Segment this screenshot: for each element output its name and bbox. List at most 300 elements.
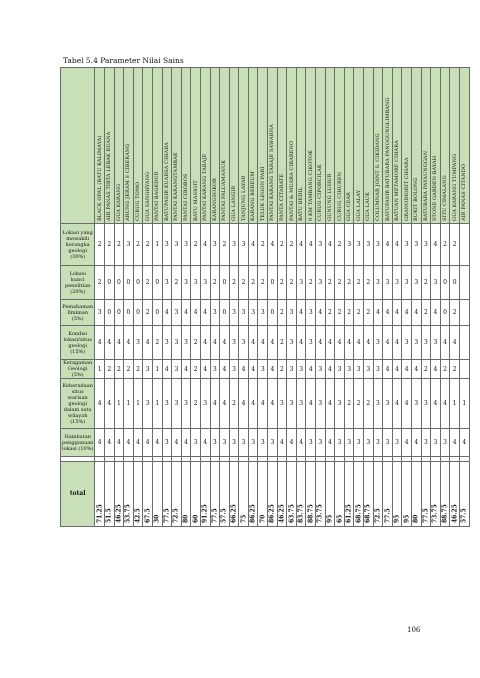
page-number: 106 <box>407 626 421 634</box>
score-cell: 3 <box>316 224 326 266</box>
score-cell: 4 <box>268 360 278 379</box>
site-header-cell <box>459 68 469 224</box>
total-cell <box>152 462 162 527</box>
score-cell: 3 <box>277 379 287 429</box>
total-cell <box>248 462 258 527</box>
site-header-cell <box>124 68 134 224</box>
score-cell: 3 <box>373 360 383 379</box>
score-cell: 3 <box>383 266 393 300</box>
score-cell: 4 <box>344 326 354 360</box>
score-cell: 3 <box>133 326 143 360</box>
score-cell: 3 <box>210 300 220 326</box>
site-header-cell <box>450 68 460 224</box>
score-cell: 3 <box>239 300 249 326</box>
site-header-cell <box>344 68 354 224</box>
site-header-cell <box>411 68 421 224</box>
score-cell: 2 <box>114 224 124 266</box>
score-cell: 3 <box>239 326 249 360</box>
score-cell: 3 <box>421 379 431 429</box>
site-name: TELUK LEGON PARI <box>259 166 266 221</box>
site-name: BATUPASIR KUARSA CIHARA <box>163 142 170 221</box>
score-cell: 2 <box>364 300 374 326</box>
score-cell: 2 <box>421 266 431 300</box>
score-cell: 2 <box>220 224 230 266</box>
total-cell <box>373 462 383 527</box>
score-cell: 3 <box>248 429 258 457</box>
site-name: GUA SANGHYANG <box>144 171 151 221</box>
parameter-label: Lokasi yang mewakili kerangka geologi (30%) <box>61 224 95 266</box>
total-cell <box>335 462 345 527</box>
score-cell: 4 <box>210 379 220 429</box>
total-value: 70 <box>259 514 267 523</box>
total-value: 68.75 <box>355 504 363 523</box>
score-cell: 2 <box>450 224 460 266</box>
total-value: 83.75 <box>297 504 305 523</box>
score-cell: 2 <box>114 360 124 379</box>
score-cell: 4 <box>431 360 441 379</box>
score-cell: 4 <box>124 429 134 457</box>
score-cell: 2 <box>143 266 153 300</box>
score-cell: 3 <box>181 266 191 300</box>
total-value: 57.5 <box>220 508 228 523</box>
score-cell <box>459 360 469 379</box>
total-value: 77.5 <box>384 508 391 523</box>
score-cell: 2 <box>421 300 431 326</box>
site-name: BUKIT BOLONG <box>413 177 420 221</box>
score-cell: 3 <box>402 326 412 360</box>
total-cell <box>383 462 393 527</box>
total-value: 63.75 <box>288 504 296 523</box>
score-cell: 0 <box>133 300 143 326</box>
score-cell: 3 <box>191 266 201 300</box>
score-cell: 3 <box>200 266 210 300</box>
score-cell: 4 <box>411 300 421 326</box>
score-cell: 2 <box>325 300 335 326</box>
score-cell: 4 <box>258 326 268 360</box>
score-cell: 4 <box>268 224 278 266</box>
score-cell: 3 <box>229 224 239 266</box>
parameter-label: Pemahaman Ilmiman (5%) <box>61 300 95 326</box>
score-cell: 2 <box>344 379 354 429</box>
science-parameter-table <box>60 67 470 527</box>
score-cell: 4 <box>296 326 306 360</box>
score-cell: 4 <box>248 379 258 429</box>
total-value: 95 <box>393 514 401 523</box>
site-name: PANTAI KARANGTAMBAK <box>173 152 180 221</box>
site-header-cell <box>220 68 230 224</box>
score-cell: 2 <box>152 326 162 360</box>
site-name: GUA KARANG TUMPANG <box>451 153 458 221</box>
total-cell <box>162 462 172 527</box>
score-cell: 2 <box>335 300 345 326</box>
score-cell: 3 <box>200 379 210 429</box>
score-cell: 3 <box>373 429 383 457</box>
score-cell: 3 <box>296 379 306 429</box>
site-name: GUA KARANG <box>115 183 122 221</box>
score-cell: 4 <box>200 360 210 379</box>
score-cell: 2 <box>133 224 143 266</box>
score-cell: 3 <box>287 300 297 326</box>
total-cell <box>392 462 402 527</box>
score-cell: 3 <box>287 379 297 429</box>
score-cell: 3 <box>220 429 230 457</box>
score-cell: 2 <box>344 266 354 300</box>
score-cell: 3 <box>421 326 431 360</box>
score-cell: 3 <box>431 429 441 457</box>
score-cell: 3 <box>296 266 306 300</box>
score-cell: 2 <box>450 360 460 379</box>
site-header-cell <box>248 68 258 224</box>
score-cell: 4 <box>296 429 306 457</box>
score-cell: 2 <box>325 266 335 300</box>
total-value: 71.25 <box>96 504 104 523</box>
site-header-cell <box>287 68 297 224</box>
score-cell: 0 <box>152 300 162 326</box>
score-cell: 1 <box>152 379 162 429</box>
site-name: PANTAI KARANG TARAJE SAWARNA <box>269 124 276 221</box>
total-cell <box>354 462 364 527</box>
score-cell: 3 <box>162 224 172 266</box>
total-value: 80 <box>412 514 420 523</box>
score-cell: 0 <box>268 300 278 326</box>
site-name: CURUG TOMO <box>135 181 142 221</box>
score-cell: 4 <box>95 379 105 429</box>
site-header-cell <box>335 68 345 224</box>
site-name: GUA LANGIR <box>231 185 237 221</box>
score-cell: 4 <box>152 429 162 457</box>
total-value: 73.75 <box>431 504 439 523</box>
score-cell: 3 <box>421 429 431 457</box>
total-value: 42.5 <box>134 508 142 523</box>
score-cell: 4 <box>450 429 460 457</box>
parameter-row <box>61 360 470 379</box>
score-cell: 1 <box>152 360 162 379</box>
site-header-cell <box>268 68 278 224</box>
parameter-label: Hambatan penggunaan lokasi (10%) <box>61 429 95 457</box>
score-cell: 4 <box>402 429 412 457</box>
score-cell: 3 <box>411 224 421 266</box>
score-cell: 4 <box>124 326 134 360</box>
score-cell: 3 <box>248 300 258 326</box>
score-cell: 2 <box>440 360 450 379</box>
score-cell: 4 <box>402 360 412 379</box>
score-cell: 0 <box>450 266 460 300</box>
total-value: 46.25 <box>115 504 123 523</box>
total-value: 72.5 <box>172 508 180 523</box>
score-cell: 4 <box>258 379 268 429</box>
score-cell: 1 <box>459 379 469 429</box>
score-cell: 3 <box>373 266 383 300</box>
score-cell: 4 <box>114 326 124 360</box>
total-value: 30 <box>153 514 161 523</box>
score-cell: 3 <box>162 379 172 429</box>
total-cell <box>316 462 326 527</box>
site-header-cell <box>172 68 182 224</box>
score-cell: 4 <box>306 379 316 429</box>
site-name: BATU BEDIL <box>298 187 305 221</box>
score-cell: 4 <box>277 429 287 457</box>
total-value: 95 <box>403 514 411 523</box>
score-cell: 2 <box>335 224 345 266</box>
score-cell: 3 <box>335 379 345 429</box>
site-header-cell <box>421 68 431 224</box>
score-cell: 3 <box>373 224 383 266</box>
site-name: PANTAI & MUARA CIBARENO <box>288 140 295 221</box>
score-cell: 4 <box>402 300 412 326</box>
site-name: COLUMNAR JOINT S. CIKIDANG <box>374 133 381 221</box>
score-cell: 2 <box>143 300 153 326</box>
score-cell: 4 <box>440 326 450 360</box>
site-header-cell <box>104 68 114 224</box>
score-cell: 3 <box>392 429 402 457</box>
total-cell <box>277 462 287 527</box>
score-cell: 4 <box>181 360 191 379</box>
score-cell: 3 <box>354 360 364 379</box>
total-value: 91.25 <box>201 504 209 523</box>
score-cell <box>459 300 469 326</box>
score-cell: 2 <box>364 379 374 429</box>
site-name: KARANG BEREUM <box>250 171 257 221</box>
total-value: 51.5 <box>105 508 113 523</box>
score-cell: 3 <box>316 360 326 379</box>
site-name: TANJUNG LAYAR <box>240 175 247 221</box>
total-value: 46.25 <box>451 504 459 523</box>
total-cell <box>181 462 191 527</box>
total-value: 75 <box>240 514 248 523</box>
total-value: 77.5 <box>211 508 219 523</box>
score-cell: 3 <box>335 429 345 457</box>
score-cell: 1 <box>124 379 134 429</box>
score-cell: 4 <box>325 360 335 379</box>
score-cell: 3 <box>95 300 105 326</box>
score-cell: 2 <box>440 224 450 266</box>
total-value: 73.75 <box>316 504 324 523</box>
score-cell: 3 <box>143 360 153 379</box>
score-cell: 4 <box>248 360 258 379</box>
score-cell: 4 <box>268 326 278 360</box>
score-cell: 4 <box>200 326 210 360</box>
total-cell <box>431 462 441 527</box>
score-cell: 3 <box>344 360 354 379</box>
total-value: 77.5 <box>422 508 430 523</box>
total-cell <box>210 462 220 527</box>
score-cell: 0 <box>133 266 143 300</box>
score-cell: 4 <box>402 379 412 429</box>
score-cell: 2 <box>229 379 239 429</box>
score-cell: 3 <box>392 266 402 300</box>
score-cell: 2 <box>354 300 364 326</box>
score-cell: 4 <box>459 429 469 457</box>
site-header-cell <box>229 68 239 224</box>
score-cell: 4 <box>114 429 124 457</box>
score-cell: 1 <box>95 360 105 379</box>
score-cell: 3 <box>373 326 383 360</box>
score-cell: 0 <box>124 300 134 326</box>
score-cell: 3 <box>402 224 412 266</box>
score-cell: 4 <box>431 300 441 326</box>
site-header-cell <box>191 68 201 224</box>
total-cell <box>104 462 114 527</box>
score-cell: 2 <box>124 360 134 379</box>
score-cell: 2 <box>450 300 460 326</box>
total-cell <box>450 462 460 527</box>
score-cell: 3 <box>172 360 182 379</box>
score-cell: 3 <box>172 300 182 326</box>
total-value: 95 <box>326 514 334 523</box>
site-name: BLACK OPAL (BATU KALIMAYA) <box>96 135 103 221</box>
score-cell: 4 <box>95 326 105 360</box>
parameter-row <box>61 266 470 300</box>
score-cell: 0 <box>114 300 124 326</box>
site-name: GUA LAUK <box>365 192 372 221</box>
site-name: AIR PANAS TIRTA LEBAK BUANA <box>106 131 113 221</box>
score-cell: 3 <box>191 429 201 457</box>
total-cell <box>296 462 306 527</box>
score-cell: 3 <box>181 224 191 266</box>
score-cell: 0 <box>104 266 114 300</box>
score-cell: 1 <box>450 379 460 429</box>
score-cell: 4 <box>248 224 258 266</box>
score-cell: 4 <box>325 224 335 266</box>
score-cell: 2 <box>287 224 297 266</box>
site-name: SITU CIMALANG <box>442 175 449 221</box>
site-header-cell <box>152 68 162 224</box>
site-name: PANTA CITARATE <box>278 173 285 221</box>
score-cell: 4 <box>200 300 210 326</box>
score-cell: 4 <box>239 360 249 379</box>
score-cell: 3 <box>181 379 191 429</box>
score-cell: 3 <box>440 429 450 457</box>
score-cell: 3 <box>364 224 374 266</box>
total-cell <box>191 462 201 527</box>
score-cell: 4 <box>440 379 450 429</box>
score-cell: 4 <box>220 326 230 360</box>
total-value: 77.5 <box>163 508 171 523</box>
score-cell: 2 <box>277 224 287 266</box>
site-name: KARANGSOKOR <box>211 178 218 221</box>
score-cell: 2 <box>229 266 239 300</box>
score-cell: 4 <box>306 224 316 266</box>
parameter-row <box>61 429 470 457</box>
site-header-cell <box>114 68 124 224</box>
score-cell: 3 <box>143 379 153 429</box>
score-cell: 1 <box>114 379 124 429</box>
score-cell: 0 <box>114 266 124 300</box>
site-name: PANTAI PALUAMANUK <box>221 159 228 221</box>
score-cell: 4 <box>325 429 335 457</box>
score-cell: 2 <box>306 266 316 300</box>
score-cell: 2 <box>364 266 374 300</box>
score-cell: 3 <box>383 379 393 429</box>
parameter-row <box>61 300 470 326</box>
score-cell: 4 <box>133 429 143 457</box>
score-cell: 2 <box>95 224 105 266</box>
total-cell <box>133 462 143 527</box>
total-cell <box>172 462 182 527</box>
score-cell: 2 <box>277 326 287 360</box>
site-header-cell <box>200 68 210 224</box>
score-cell <box>459 326 469 360</box>
parameter-label: Kondisi lokasi/situs geologi (15%) <box>61 326 95 360</box>
score-cell: 3 <box>383 429 393 457</box>
total-value: 88.75 <box>441 504 449 523</box>
site-name: BATUPASIR BATUBARA PANGGUNGLIMBANG <box>384 97 391 221</box>
score-cell: 2 <box>191 224 201 266</box>
score-cell: 3 <box>239 429 249 457</box>
score-cell: 4 <box>316 326 326 360</box>
score-cell: 4 <box>143 429 153 457</box>
score-cell: 4 <box>392 300 402 326</box>
score-cell: 2 <box>133 360 143 379</box>
parameter-row <box>61 224 470 266</box>
score-cell: 4 <box>411 360 421 379</box>
site-header-cell <box>316 68 326 224</box>
score-cell: 2 <box>191 360 201 379</box>
site-header-cell <box>258 68 268 224</box>
site-name: BATU MASIGIT <box>192 180 199 221</box>
total-cell <box>344 462 354 527</box>
score-cell: 4 <box>354 326 364 360</box>
score-cell: 2 <box>277 300 287 326</box>
total-value: 80 <box>182 514 190 523</box>
score-cell: 3 <box>162 326 172 360</box>
score-cell: 3 <box>344 224 354 266</box>
site-header-cell <box>162 68 172 224</box>
score-cell: 2 <box>95 266 105 300</box>
score-cell: 1 <box>152 224 162 266</box>
score-cell: 3 <box>364 429 374 457</box>
site-header-cell <box>306 68 316 224</box>
site-name: PANTAI KARANG TARAJE <box>202 153 209 221</box>
total-cell <box>95 462 105 527</box>
score-cell: 4 <box>268 379 278 429</box>
total-cell <box>459 462 469 527</box>
score-cell: 3 <box>172 326 182 360</box>
score-cell: 0 <box>220 266 230 300</box>
score-cell: 3 <box>402 266 412 300</box>
score-cell: 3 <box>373 379 383 429</box>
score-cell: 4 <box>325 379 335 429</box>
score-cell: 4 <box>296 224 306 266</box>
score-cell: 4 <box>316 300 326 326</box>
score-cell: 3 <box>258 300 268 326</box>
site-header-cell <box>133 68 143 224</box>
score-cell: 2 <box>344 300 354 326</box>
total-value: 86.25 <box>268 504 276 523</box>
score-cell: 0 <box>268 266 278 300</box>
total-value: 57.5 <box>460 508 468 523</box>
score-cell: 4 <box>143 326 153 360</box>
score-cell: 4 <box>104 379 114 429</box>
score-cell: 3 <box>421 224 431 266</box>
site-header-cell <box>143 68 153 224</box>
score-cell: 3 <box>210 224 220 266</box>
score-cell: 2 <box>248 266 258 300</box>
parameter-label: Lokasi kunci penelitian (20%) <box>61 266 95 300</box>
score-cell: 3 <box>316 429 326 457</box>
score-cell: 4 <box>373 300 383 326</box>
score-cell: 3 <box>354 224 364 266</box>
score-cell: 4 <box>383 224 393 266</box>
total-value: 88.75 <box>307 504 315 523</box>
total-cell <box>200 462 210 527</box>
total-cell <box>220 462 230 527</box>
site-header-cell <box>296 68 306 224</box>
site-name: STONE GARDEN BAYAH <box>432 155 439 221</box>
score-cell: 4 <box>392 379 402 429</box>
score-cell: 2 <box>354 379 364 429</box>
site-header-cell <box>95 68 105 224</box>
